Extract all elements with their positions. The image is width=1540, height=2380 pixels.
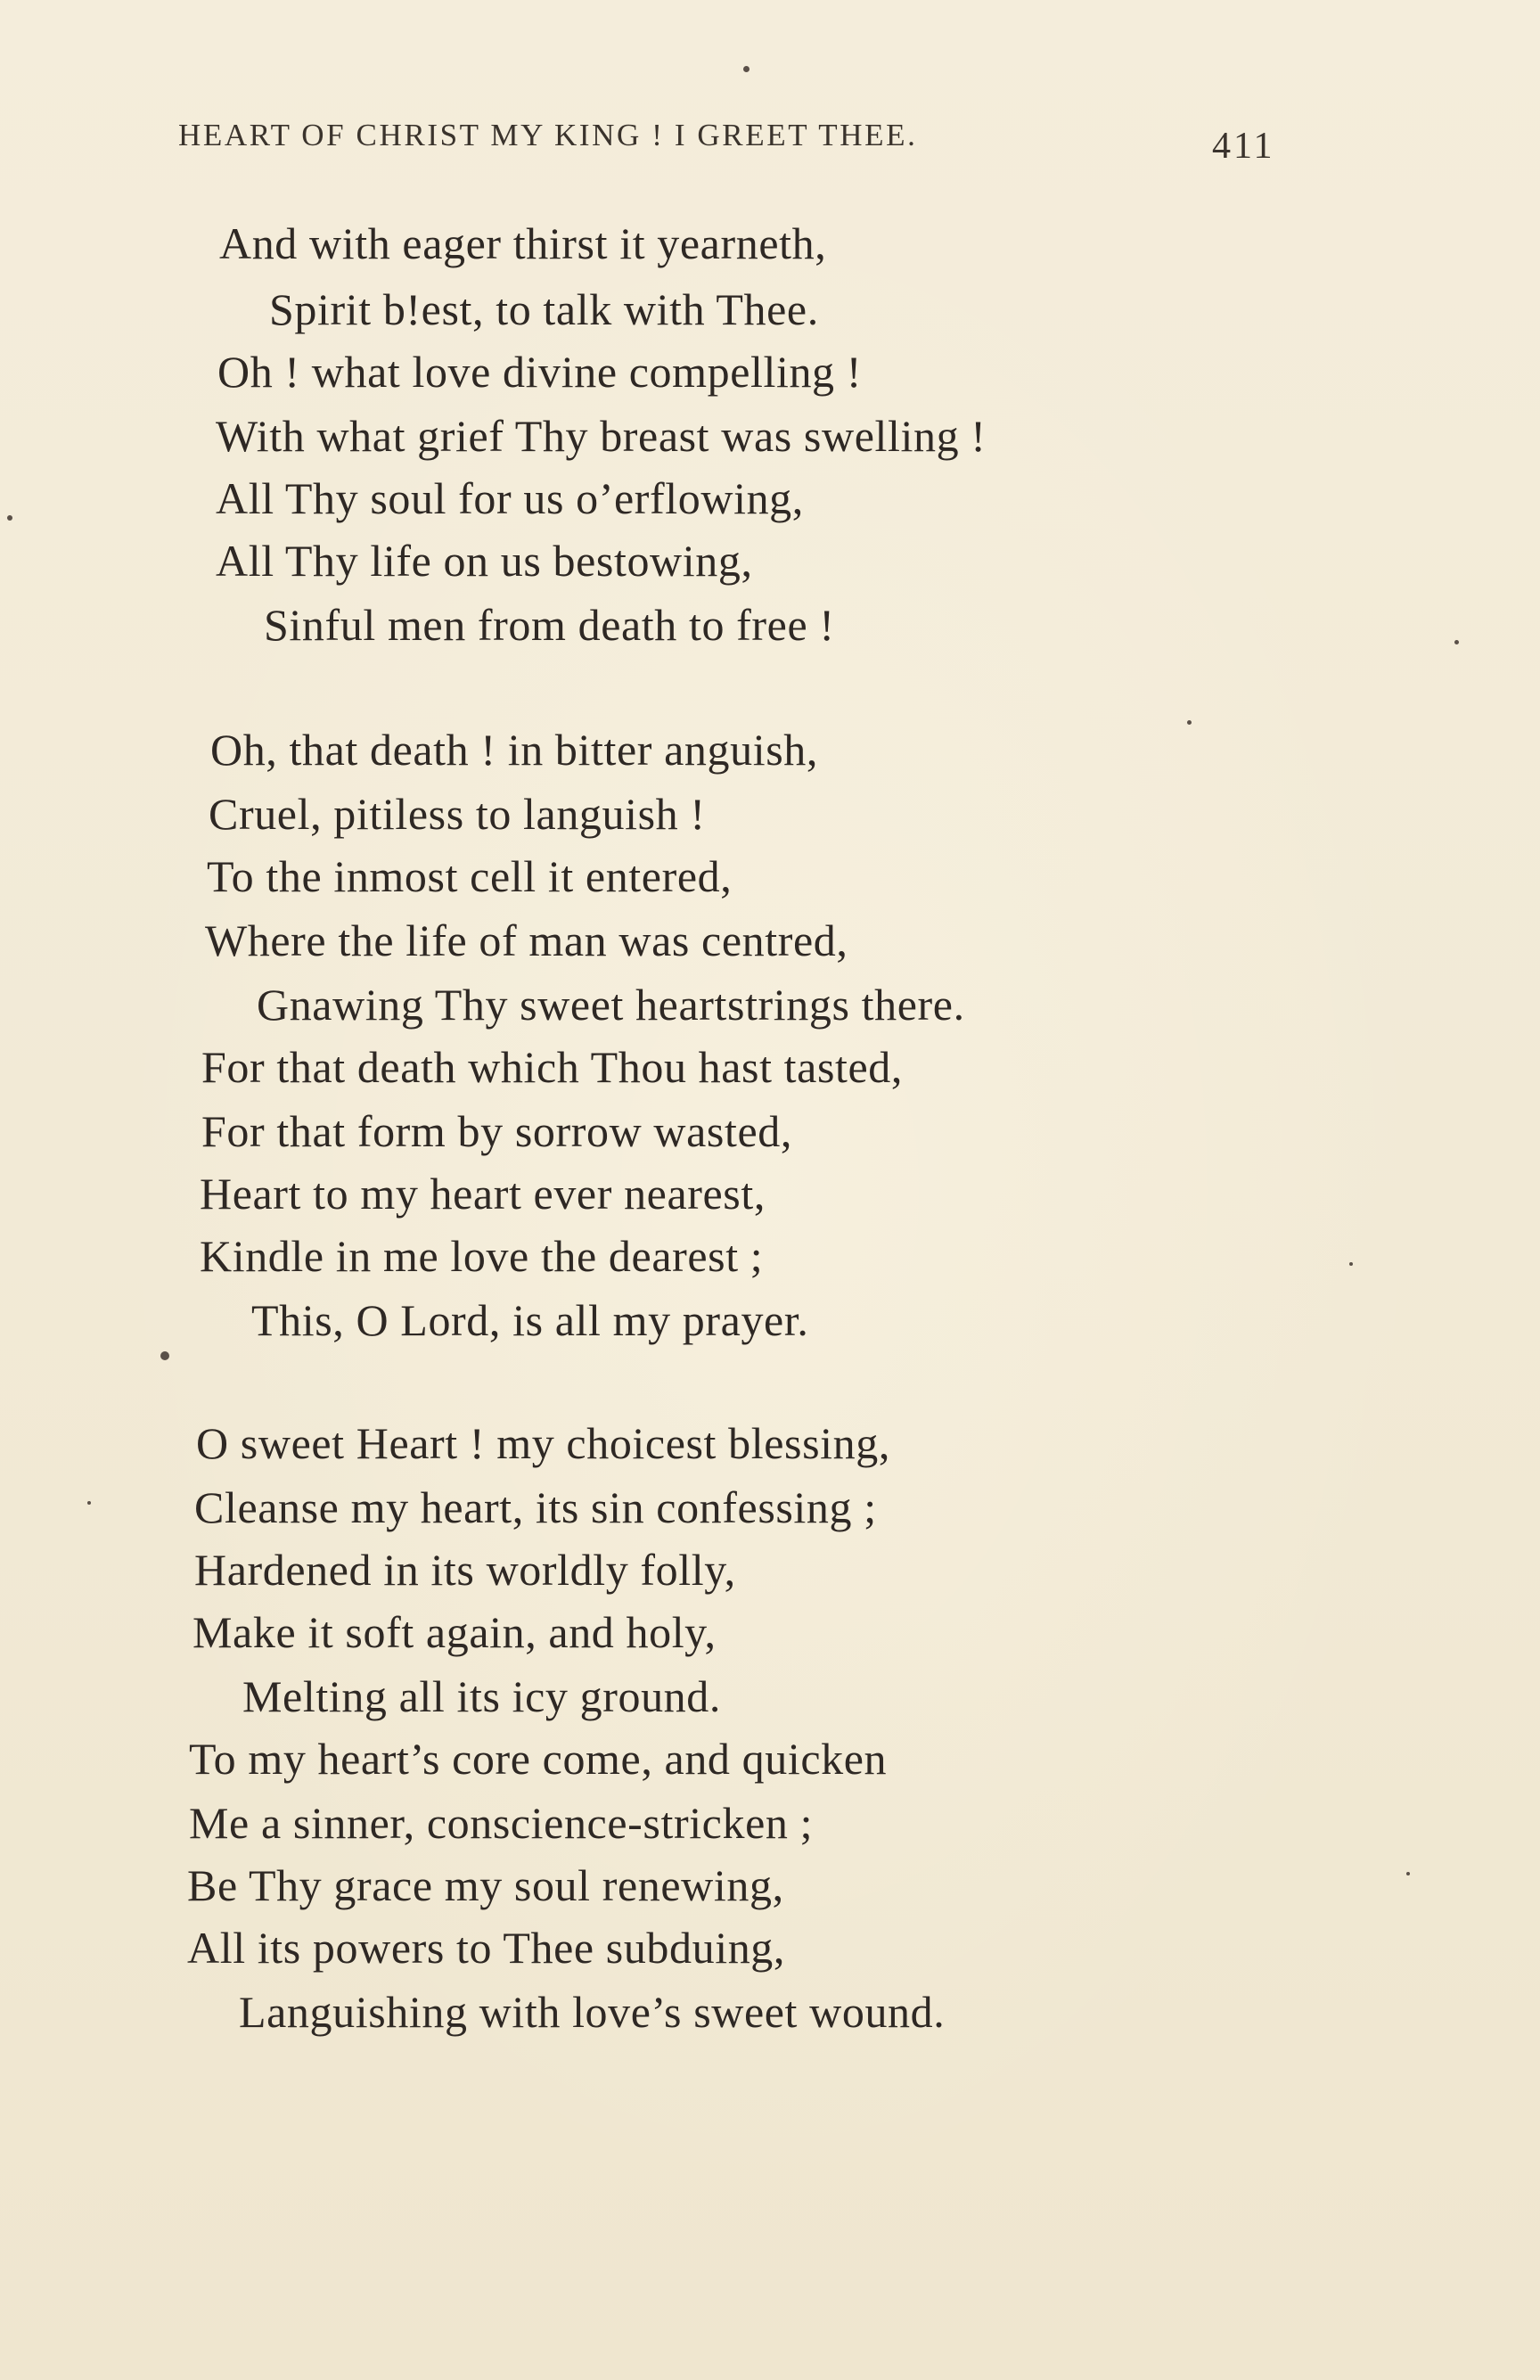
verse-line: Be Thy grace my soul renewing, bbox=[187, 1860, 784, 1910]
verse-line: To the inmost cell it entered, bbox=[207, 851, 733, 901]
verse-line: And with eager thirst it yearneth, bbox=[219, 218, 827, 268]
scan-speck bbox=[160, 1351, 169, 1360]
scan-speck bbox=[7, 515, 12, 521]
verse-line: For that form by sorrow wasted, bbox=[201, 1106, 792, 1156]
verse-line: All its powers to Thee subduing, bbox=[187, 1923, 786, 1973]
verse-line: Melting all its icy ground. bbox=[242, 1671, 721, 1721]
scan-speck bbox=[1349, 1262, 1353, 1266]
verse-line: Oh ! what love divine compelling ! bbox=[217, 347, 863, 397]
verse-line: Sinful men from death to free ! bbox=[264, 600, 835, 650]
scan-speck bbox=[1406, 1872, 1410, 1875]
verse-line: Oh, that death ! in bitter anguish, bbox=[210, 725, 818, 775]
verse-line: Me a sinner, conscience-stricken ; bbox=[189, 1798, 814, 1848]
scan-speck bbox=[743, 66, 750, 72]
verse-line: Make it soft again, and holy, bbox=[192, 1607, 717, 1657]
verse-line: Gnawing Thy sweet heartstrings there. bbox=[257, 980, 965, 1030]
scan-speck bbox=[87, 1501, 91, 1505]
verse-line: Spirit b!est, to talk with Thee. bbox=[269, 284, 819, 334]
verse-line: Hardened in its worldly folly, bbox=[194, 1545, 736, 1595]
verse-line: Heart to my heart ever nearest, bbox=[200, 1169, 766, 1219]
page-number: 411 bbox=[1212, 126, 1275, 167]
verse-line: O sweet Heart ! my choicest blessing, bbox=[196, 1418, 890, 1468]
verse-line: Cruel, pitiless to languish ! bbox=[209, 789, 706, 839]
scan-speck bbox=[1187, 720, 1192, 725]
verse-line: This, O Lord, is all my prayer. bbox=[251, 1295, 809, 1345]
verse-line: Languishing with love’s sweet wound. bbox=[239, 1987, 946, 2037]
running-head: HEART OF CHRIST MY KING ! I GREET THEE. bbox=[178, 118, 918, 152]
verse-line: To my heart’s core come, and quicken bbox=[189, 1734, 888, 1784]
verse-line: Where the life of man was centred, bbox=[205, 915, 848, 965]
verse-line: All Thy soul for us o’erflowing, bbox=[216, 473, 804, 523]
verse-line: With what grief Thy breast was swelling ! bbox=[216, 411, 987, 461]
verse-line: Cleanse my heart, its sin confessing ; bbox=[194, 1482, 877, 1532]
scan-speck bbox=[1454, 640, 1459, 644]
verse-line: All Thy life on us bestowing, bbox=[216, 536, 753, 586]
verse-line: Kindle in me love the dearest ; bbox=[200, 1231, 764, 1281]
verse-line: For that death which Thou hast tasted, bbox=[201, 1042, 904, 1092]
